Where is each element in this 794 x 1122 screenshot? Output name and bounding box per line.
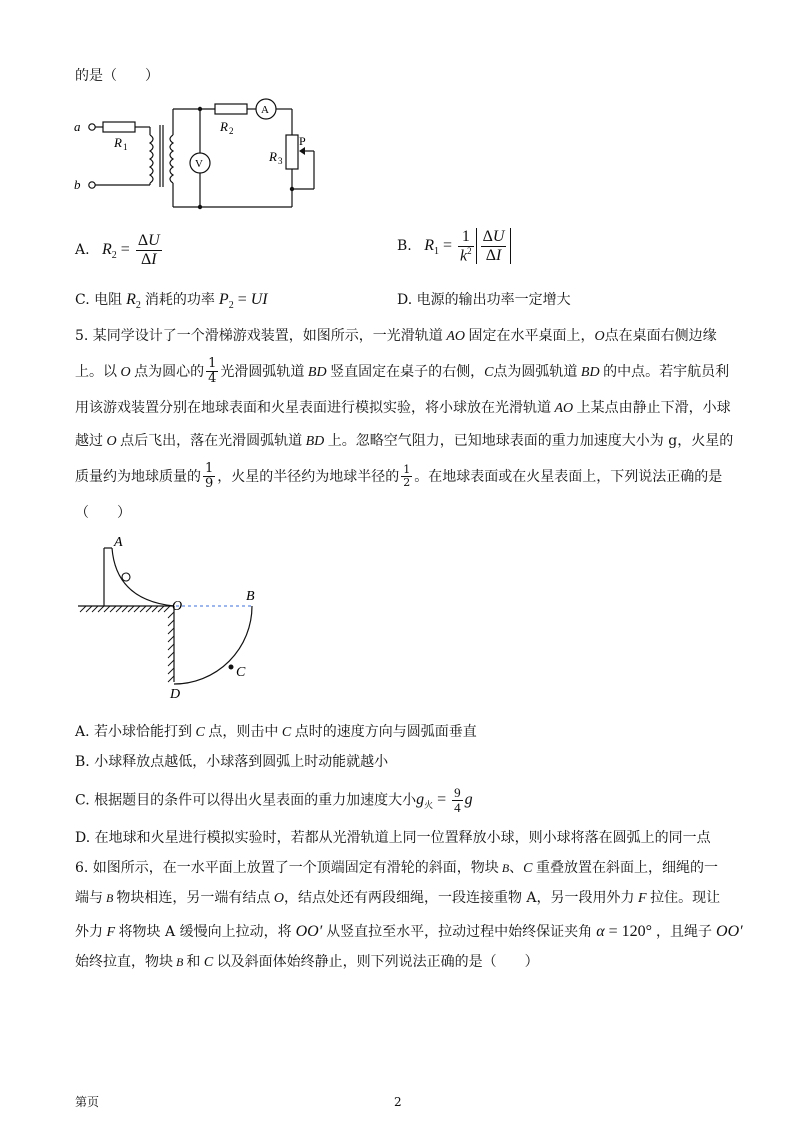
q6-line-1: 6. 如图所示，在一水平面上放置了一个顶端固定有滑轮的斜面，物块 B、C 重叠放置在斜面上，细绳的一 — [75, 860, 718, 876]
resistor-r3 — [286, 135, 298, 169]
fig-label-o: O — [172, 599, 183, 614]
resistor-r1 — [103, 122, 135, 132]
terminal-b — [89, 182, 95, 188]
label-r1-sub: 1 — [123, 142, 128, 152]
fig-label-a: A — [114, 535, 123, 550]
q6-line-4: 始终拉直，物块 B 和 C 以及斜面体始终静止，则下列说法正确的是（ ） — [75, 954, 539, 970]
q5-line-4: 越过 O 点后飞出，落在光滑圆弧轨道 BD 上。忽略空气阻力，已知地球表面的重力加速度大小为 g，火星的 — [75, 433, 734, 449]
label-r2: R — [220, 119, 228, 134]
q5-line-3: 用该游戏装置分别在地球表面和火星表面进行模拟实验，将小球放在光滑轨道 AO 上某点由静止下滑，小球 — [75, 400, 731, 416]
q4-option-b: B. $R_1$ = $\frac{1}{k^2}$ $\frac{\Delta U}{\Delta I}$ — [397, 228, 511, 265]
fig-label-c: C — [236, 665, 246, 680]
q4-option-d: D. 电源的输出功率一定增大 — [397, 292, 571, 308]
q5-option-b: B. 小球释放点越低，小球落到圆弧上时动能就越小 — [75, 754, 389, 770]
q5-line-5: 质量约为地球质量的 $\frac{1}{9}$ ，火星的半径约为地球半径的 $\frac{1}{2}$ 。在地球表面或在火星表面上，下列说法正确的是 — [75, 461, 723, 492]
footer-left: 第页 — [75, 1095, 100, 1109]
track-ao — [112, 548, 174, 606]
label-r1: R — [114, 135, 122, 150]
slider-arrow — [299, 147, 305, 155]
fig-label-b: B — [246, 589, 255, 604]
page-number: 2 — [394, 1095, 402, 1109]
q4-option-a-label: A. — [75, 241, 90, 258]
ball — [122, 573, 130, 581]
q4-option-a: A. $R_2$ = $\frac{\Delta U}{\Delta I}$ — [75, 232, 160, 268]
resistor-r2 — [215, 104, 247, 114]
q5-line-1: 5. 某同学设计了一个滑梯游戏装置，如图所示，一光滑轨道 AO 固定在水平桌面上，O点在桌面右侧边缘 — [75, 328, 717, 344]
q4-option-c: C. 电阻 $R_2$ 消耗的功率 $P_2$ = UI — [75, 291, 268, 312]
q4-option-c-text: C. 电阻 — [75, 292, 123, 308]
label-r3-sub: 3 — [278, 156, 283, 166]
q4-circuit-diagram — [70, 95, 340, 215]
ammeter-label: A — [261, 104, 269, 116]
secondary-coil — [170, 135, 173, 183]
q5-option-a: A. 若小球恰能打到 C 点，则击中 C 点时的速度方向与圆弧面垂直 — [75, 724, 477, 740]
q5-option-c: C. 根据题目的条件可以得出火星表面的重力加速度大小$g_火$ = $\frac{9}{4}$ g — [75, 785, 473, 816]
q5-line-2: 上。以 O 点为圆心的 $\frac{1}{4}$ 光滑圆弧轨道 BD 竖直固定在桌子的右侧，C点为圆弧轨道 BD 的中点。若宇航员利 — [75, 356, 730, 387]
q5-line-6: （ ） — [75, 505, 131, 521]
q6-line-2: 端与 B 物块相连，另一端有结点 O，结点处还有两段细绳，一段连接重物 A，另一段用外力 F 拉住。现让 — [75, 890, 721, 906]
label-p: P — [299, 134, 306, 148]
primary-coil — [150, 135, 153, 183]
q5-option-d: D. 在地球和火星进行模拟实验时，若都从光滑轨道上同一位置释放小球，则小球将落在圆弧上的同一点 — [75, 830, 711, 846]
fig-label-d: D — [170, 687, 181, 700]
label-a: a — [74, 119, 81, 134]
point-c — [229, 665, 234, 670]
q5-slide-diagram — [70, 530, 280, 700]
label-r3: R — [269, 149, 277, 164]
q4-stem-tail: 的是（ ） — [75, 68, 159, 84]
label-b: b — [74, 177, 81, 192]
q4-option-b-label: B. — [397, 237, 412, 254]
q6-line-3: 外力 F 将物块 A 缓慢向上拉动，将 OO′ 从竖直拉至水平，拉动过程中始终保证夹角 α = 120° ，且绳子 OO′ — [75, 923, 743, 940]
terminal-a — [89, 124, 95, 130]
voltmeter-label: V — [195, 158, 203, 170]
q4-option-c-mid: 消耗的功率 — [144, 292, 215, 308]
label-r2-sub: 2 — [229, 126, 234, 136]
